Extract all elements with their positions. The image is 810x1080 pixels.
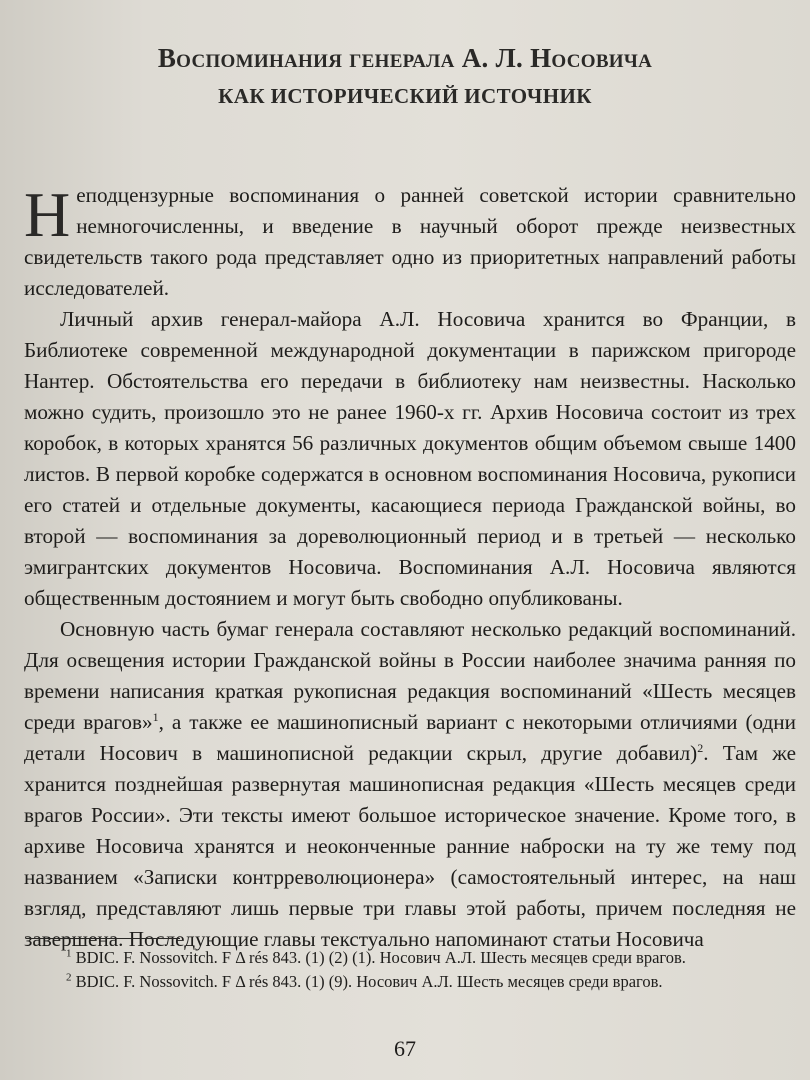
paragraph-3-part-3: . Там же хранится позднейшая развернутая машинописная редакция «Шесть месяцев среди врагов России». Эти тексты имеют большое историческое значение. Кроме того, в архиве Носовича хранятся и неоконченные ранние наброски на ту же тему под названием «Записки контрреволюционера» (самостоятельный интерес, на наш взгляд, представляют лишь первые три главы этой работы, причем последняя не завершена. Последующие главы текстуально напоминают статьи Носовича bbox=[24, 741, 796, 951]
footnote-2 bbox=[26, 970, 796, 994]
footnote-2-mark: 2 bbox=[66, 971, 72, 984]
title-line-2: КАК ИСТОРИЧЕСКИЙ ИСТОЧНИК bbox=[218, 84, 592, 108]
paragraph-1-text: еподцензурные воспоминания о ранней советской истории сравнительно немногочисленны, и введение в научный оборот прежде неизвестных свидетельств такого рода представляет одно из приоритетных направлений работы исследователей. bbox=[24, 183, 796, 300]
paragraph-3-part-1: Основную часть бумаг генерала составляют несколько редакций воспоминаний. Для освещения истории Гражданской войны в России наиболее значима ранняя по времени написания краткая рукописная редакция воспоминаний «Шесть месяцев среди врагов» bbox=[24, 617, 796, 734]
paragraph-3 bbox=[24, 614, 796, 955]
footnote-1 bbox=[26, 946, 796, 970]
title-line-1: Воспоминания генерала А. Л. Носовича bbox=[157, 43, 653, 73]
footnote-1-mark: 1 bbox=[66, 947, 72, 960]
footnote-1-text: BDIC. F. Nossovitch. F Δ rés 843. (1) (2) (1). Носович А.Л. Шесть месяцев среди врагов. bbox=[75, 948, 686, 967]
footnote-ref-1: 1 bbox=[152, 709, 159, 724]
body-text bbox=[24, 180, 796, 955]
page-number: 67 bbox=[394, 1036, 416, 1061]
footnote-2-text: BDIC. F. Nossovitch. F Δ rés 843. (1) (9). Носович А.Л. Шесть месяцев среди врагов. bbox=[75, 972, 663, 991]
footnotes bbox=[26, 946, 796, 994]
paragraph-2: Личный архив генерал-майора А.Л. Носовича хранится во Франции, в Библиотеке современной международной документации в парижском пригороде Нантер. Обстоятельства его передачи в библиотеку нам неизвестны. Насколько можно судить, произошло это не ранее 1960-х гг. Архив Носовича состоит из трех коробок, в которых хранятся 56 различных документов общим объемом свыше 1400 листов. В первой коробке содержатся в основном воспоминания Носовича, рукописи его статей и отдельные документы, касающиеся периода Гражданской войны, во второй — воспоминания за дореволюционный период и в третьей — несколько эмигрантских документов Носовича. Воспоминания А.Л. Носовича являются общественным достоянием и могут быть свободно опубликованы. bbox=[24, 307, 796, 610]
chapter-title bbox=[0, 38, 810, 114]
footnote-ref-2: 2 bbox=[697, 740, 704, 755]
drop-cap: Н bbox=[24, 179, 71, 250]
footnote-separator bbox=[26, 938, 180, 939]
paragraph-3-part-2: , а также ее машинописный вариант с некоторыми отличиями (одни детали Носович в машинописной редакции скрыл, другие добавил) bbox=[24, 710, 796, 765]
paragraph-1 bbox=[24, 180, 796, 304]
